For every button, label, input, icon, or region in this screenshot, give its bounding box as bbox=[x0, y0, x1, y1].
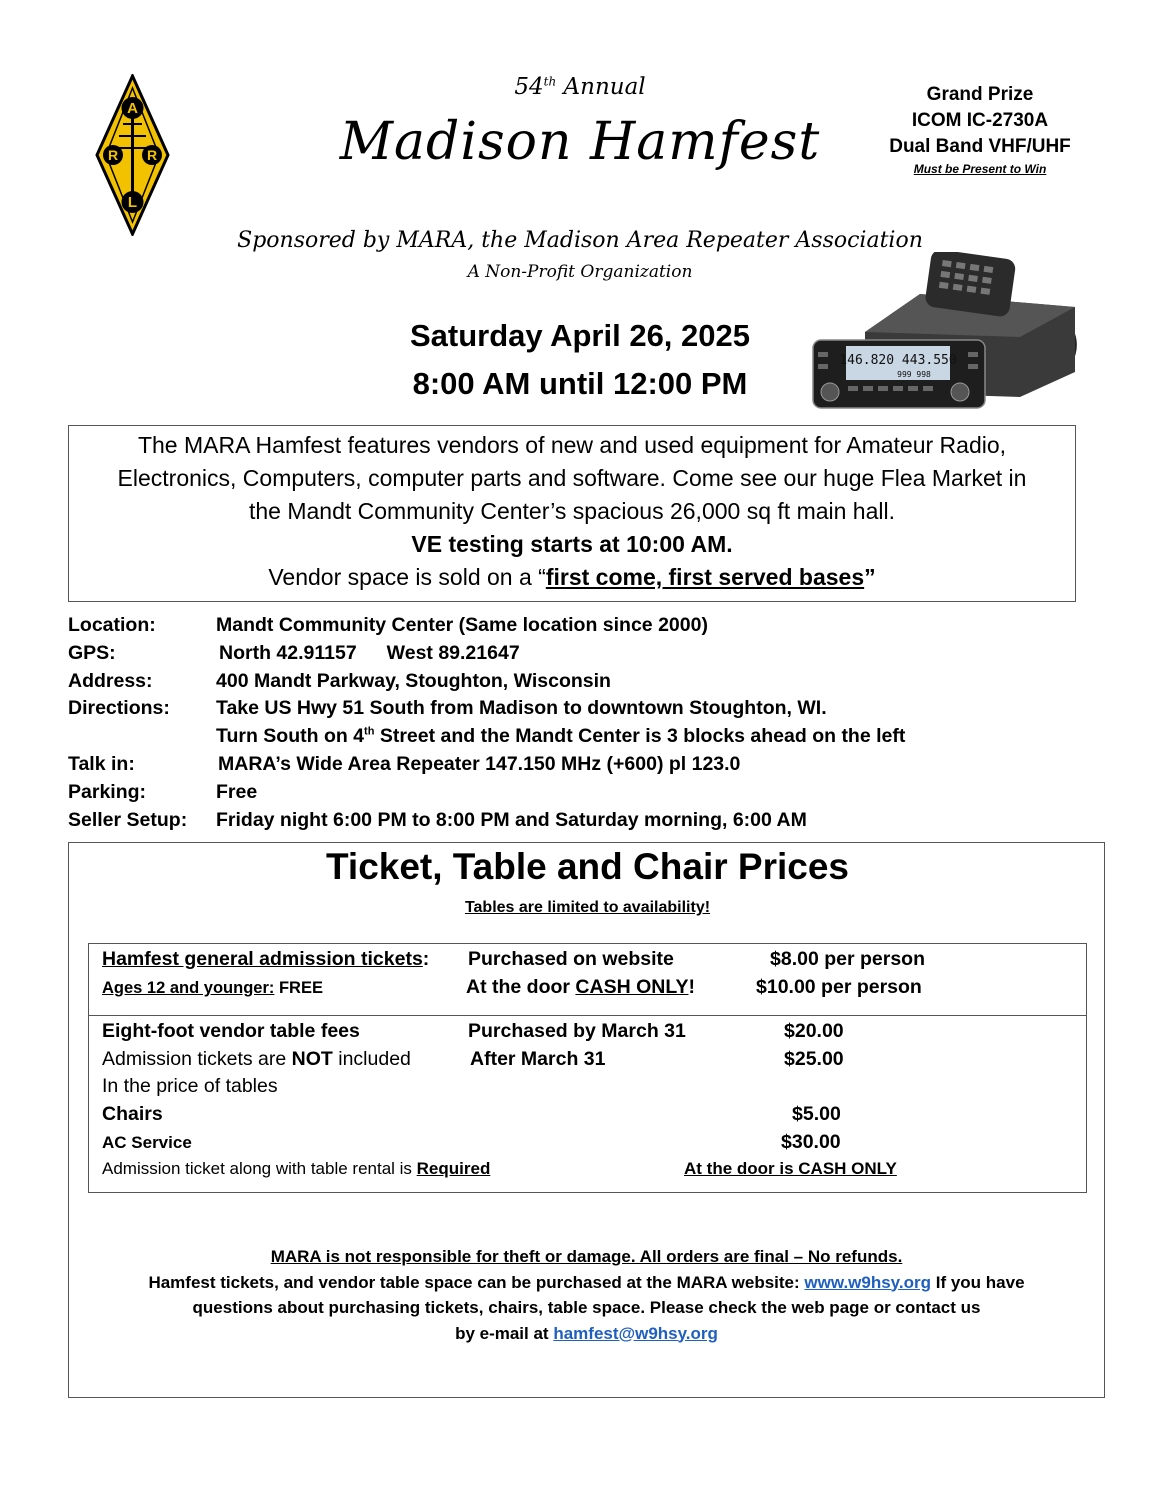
info-row-talkin bbox=[68, 751, 1068, 779]
gps-north: North 42.91157 bbox=[219, 641, 357, 664]
grand-prize-note: Must be Present to Win bbox=[913, 162, 1047, 176]
door-cash: CASH ONLY bbox=[575, 976, 689, 998]
intro-line-2: Electronics, Computers, computer parts and software. Come see our huge Flea Market in bbox=[117, 465, 1027, 491]
info-row-setup bbox=[68, 807, 1068, 835]
annual-label bbox=[480, 74, 680, 100]
info-value bbox=[216, 723, 1068, 751]
disclaimer-line: MARA is not responsible for theft or damage. All orders are final – No refunds. bbox=[270, 1247, 903, 1266]
info-key: Parking: bbox=[68, 780, 147, 803]
not-included-post: included bbox=[332, 1048, 411, 1070]
table-late-price: $25.00 bbox=[784, 1048, 844, 1070]
door-line bbox=[466, 976, 695, 999]
gps-west: West 89.21647 bbox=[386, 641, 520, 664]
logo-letter-r2: R bbox=[146, 147, 158, 163]
info-value: Friday night 6:00 PM to 8:00 PM and Saturday morning, 6:00 AM bbox=[216, 808, 807, 831]
ages-free: FREE bbox=[274, 979, 323, 997]
event-info-list bbox=[68, 612, 1068, 834]
event-time: 8:00 AM until 12:00 PM bbox=[412, 366, 748, 401]
directions-pre: Turn South on 4 bbox=[216, 725, 365, 748]
table-fee-label: Eight-foot vendor table fees bbox=[102, 1020, 360, 1042]
info-key: Seller Setup: bbox=[68, 808, 188, 831]
info-value: Free bbox=[216, 780, 258, 803]
logo-letter-a: A bbox=[127, 100, 138, 117]
annual-superscript: th bbox=[543, 74, 557, 89]
arrl-logo bbox=[95, 74, 170, 236]
ages-line bbox=[102, 979, 323, 998]
admission-colon: : bbox=[422, 948, 430, 970]
ac-price: $30.00 bbox=[781, 1131, 841, 1153]
info-row-directions bbox=[68, 695, 1068, 723]
directions-post: Street and the Mandt Center is 3 blocks ahead on the left bbox=[374, 725, 906, 748]
door-post: ! bbox=[688, 976, 695, 998]
info-value bbox=[216, 640, 1068, 668]
nonprofit-line: A Non-Profit Organization bbox=[467, 262, 693, 282]
vendor-space-post: ” bbox=[864, 564, 876, 590]
admission-label-text: Hamfest general admission tickets bbox=[102, 948, 423, 970]
purchase-line bbox=[68, 1270, 1105, 1296]
not-included-pre: Admission tickets are bbox=[102, 1048, 292, 1070]
grand-prize-model: ICOM IC-2730A bbox=[911, 110, 1049, 131]
intro-line-3: the Mandt Community Center’s spacious 26,000 sq ft main hall. bbox=[248, 498, 896, 524]
info-row-parking bbox=[68, 779, 1068, 807]
website-link[interactable]: www.w9hsy.org bbox=[804, 1272, 931, 1292]
grand-prize-box bbox=[880, 82, 1080, 178]
admission-web: Purchased on website bbox=[468, 948, 674, 970]
event-datetime bbox=[330, 312, 830, 408]
required-pre: Admission ticket along with table rental is bbox=[102, 1159, 417, 1178]
door-pre: At the door bbox=[466, 976, 576, 998]
page-title: Madison Hamfest bbox=[339, 112, 821, 172]
admission-web-price: $8.00 per person bbox=[770, 948, 925, 970]
radio-image bbox=[810, 252, 1085, 412]
info-row-address bbox=[68, 668, 1068, 696]
intro-box bbox=[68, 425, 1076, 602]
info-key: Talk in: bbox=[68, 752, 135, 775]
price-table bbox=[88, 943, 1087, 1193]
ac-label: AC Service bbox=[102, 1133, 192, 1152]
info-value: MARA’s Wide Area Repeater 147.150 MHz (+600) pl 123.0 bbox=[218, 752, 741, 775]
annual-number: 54 bbox=[514, 74, 544, 100]
radio-display-main: 146.820 443.550 bbox=[839, 353, 957, 368]
table-early-price: $20.00 bbox=[784, 1020, 844, 1042]
vendor-space-pre: Vendor space is sold on a “ bbox=[268, 564, 546, 590]
admission-not-included bbox=[102, 1048, 411, 1071]
purchase-pre: Hamfest tickets, and vendor table space can be purchased at the MARA website: bbox=[148, 1272, 805, 1292]
in-price-of-tables: In the price of tables bbox=[102, 1075, 278, 1097]
info-row-gps bbox=[68, 640, 1068, 668]
info-row-location bbox=[68, 612, 1068, 640]
logo-letter-r1: R bbox=[107, 147, 119, 163]
required-emph: Required bbox=[416, 1159, 491, 1178]
info-key: Address: bbox=[68, 669, 153, 692]
door-cash-only: At the door is CASH ONLY bbox=[684, 1159, 897, 1178]
directions-sup: th bbox=[364, 725, 375, 738]
radio-display-sub: 999 998 bbox=[897, 370, 931, 379]
table-divider bbox=[89, 1015, 1086, 1016]
logo-letter-l: L bbox=[127, 194, 138, 211]
chairs-label: Chairs bbox=[102, 1103, 163, 1125]
ve-testing-line: VE testing starts at 10:00 AM. bbox=[411, 531, 733, 557]
prices-subtitle: Tables are limited to availability! bbox=[464, 899, 711, 916]
info-value: 400 Mandt Parkway, Stoughton, Wisconsin bbox=[216, 669, 611, 692]
purchase-post: If you have bbox=[931, 1272, 1025, 1292]
required-line bbox=[102, 1159, 490, 1179]
sponsor-line: Sponsored by MARA, the Madison Area Repeater Association bbox=[237, 228, 923, 253]
info-row-directions-cont bbox=[68, 723, 1068, 751]
info-value: Mandt Community Center (Same location since 2000) bbox=[216, 614, 708, 636]
grand-prize-label: Grand Prize bbox=[926, 84, 1034, 105]
table-early: Purchased by March 31 bbox=[468, 1020, 686, 1042]
email-link[interactable]: hamfest@w9hsy.org bbox=[553, 1323, 718, 1343]
vendor-space-emph: first come, first served bases bbox=[545, 564, 865, 590]
questions-line: questions about purchasing tickets, chairs, table space. Please check the web page or contact us bbox=[192, 1298, 981, 1317]
chairs-price: $5.00 bbox=[792, 1103, 841, 1125]
footer-notes bbox=[68, 1244, 1105, 1346]
admission-label bbox=[102, 948, 429, 971]
door-price: $10.00 per person bbox=[756, 976, 922, 998]
grand-prize-band: Dual Band VHF/UHF bbox=[889, 136, 1071, 157]
info-key: Location: bbox=[68, 614, 156, 636]
intro-line-1: The MARA Hamfest features vendors of new and used equipment for Amateur Radio, bbox=[137, 432, 1007, 458]
email-line bbox=[68, 1321, 1105, 1347]
annual-word: Annual bbox=[563, 74, 646, 100]
info-value: Take US Hwy 51 South from Madison to downtown Stoughton, WI. bbox=[216, 697, 827, 720]
vendor-space-line bbox=[69, 561, 1075, 594]
email-pre: by e-mail at bbox=[455, 1323, 554, 1343]
info-key: GPS: bbox=[68, 641, 116, 664]
not-included-emph: NOT bbox=[291, 1048, 333, 1070]
table-late: After March 31 bbox=[470, 1048, 606, 1070]
info-key: Directions: bbox=[68, 697, 170, 720]
ages-label: Ages 12 and younger: bbox=[102, 979, 275, 997]
event-date: Saturday April 26, 2025 bbox=[409, 318, 751, 353]
prices-title: Ticket, Table and Chair Prices bbox=[325, 846, 849, 887]
